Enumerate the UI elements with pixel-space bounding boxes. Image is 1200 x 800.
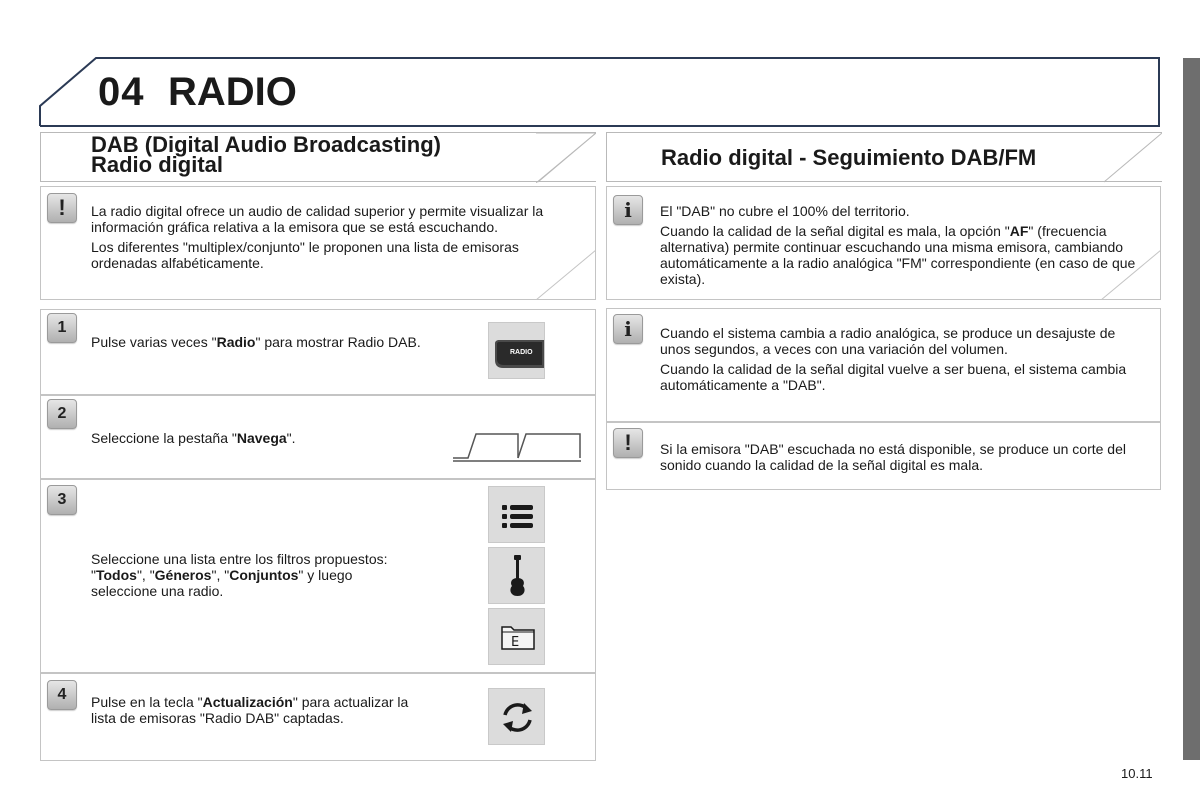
- step-4-text-bold: Actualización: [202, 694, 293, 710]
- left-warning-box: [40, 186, 596, 300]
- left-section-title-line2: Radio digital: [91, 152, 223, 177]
- box-corner-fold: [1101, 250, 1161, 300]
- step-2-text-pre: Seleccione la pestaña ": [91, 430, 237, 446]
- info-2-paragraph-1: Cuando el sistema cambia a radio analógica, se produce un desajuste de unos segundos, a veces con una variación del volumen.: [660, 325, 1116, 357]
- header-corner-cut: [536, 133, 596, 183]
- tab-icon[interactable]: [452, 430, 582, 464]
- info-2-paragraph-2: Cuando la calidad de la señal digital vuelve a ser buena, el sistema cambia automáticamente a "DAB".: [660, 361, 1127, 393]
- info-badge: i: [613, 314, 643, 344]
- step-3-sep-1: ", ": [136, 567, 155, 583]
- refresh-icon: [489, 689, 546, 746]
- warning-text: [91, 203, 561, 275]
- header-corner-cut: [1102, 133, 1162, 183]
- ensemble-filter-tile[interactable]: [488, 608, 545, 665]
- right-section-title: Radio digital - Seguimiento DAB/FM: [661, 145, 1037, 170]
- step-1-text: [91, 334, 441, 350]
- step-2-text-post: ".: [286, 430, 296, 446]
- page-number: 10.11: [1121, 766, 1153, 781]
- step-1-text-bold: Radio: [216, 334, 256, 350]
- step-3-sep-3: " y luego: [298, 567, 353, 583]
- step-3-line-3: seleccione una radio.: [91, 583, 224, 599]
- info-text-2: [660, 325, 1140, 397]
- right-warning-box: [606, 422, 1161, 490]
- step-1-text-pre: Pulse varias veces ": [91, 334, 217, 350]
- warning-badge: !: [47, 193, 77, 223]
- step-4-text-post: " para actualizar la lista de emisoras "Radio DAB" captadas.: [91, 694, 409, 726]
- left-section-header: [40, 132, 596, 182]
- info-1-paragraph-2: [660, 223, 1140, 287]
- info-badge: i: [613, 195, 643, 225]
- filter-conjuntos: Conjuntos: [229, 567, 299, 583]
- step-2-text-bold: Navega: [236, 430, 287, 446]
- warning-paragraph-1: La radio digital ofrece un audio de calidad superior y permite visualizar la información gráfica relativa a la emisora que se está escuchando.: [91, 203, 544, 235]
- step-2-text: [91, 430, 441, 446]
- genre-filter-tile[interactable]: [488, 547, 545, 604]
- radio-button-tile[interactable]: [488, 322, 545, 379]
- step-2-box: [40, 395, 596, 479]
- step-1-text-post: " para mostrar Radio DAB.: [255, 334, 421, 350]
- info-1-paragraph-1: El "DAB" no cubre el 100% del territorio.: [660, 203, 910, 219]
- step-4-text: [91, 694, 421, 726]
- info-1-p2-post: " (frecuencia alternativa) permite continuar escuchando una misma emisora, cambiando automáticamente a la radio analógica "FM" correspondiente (en caso de que exista).: [660, 223, 1136, 287]
- chapter-number: 04: [98, 70, 145, 114]
- step-number-badge: 4: [47, 680, 77, 710]
- refresh-tile[interactable]: [488, 688, 545, 745]
- folder-letter: E: [511, 635, 520, 650]
- step-3-sep-2: ", ": [211, 567, 230, 583]
- right-info-box-2: [606, 308, 1161, 422]
- radio-button-label: RADIO: [510, 349, 533, 356]
- step-number-badge: 2: [47, 399, 77, 429]
- warning-badge: !: [613, 428, 643, 458]
- step-1-box: [40, 309, 596, 395]
- info-1-p2-pre: Cuando la calidad de la señal digital es mala, la opción ": [660, 223, 1010, 239]
- left-section-title-line1: DAB (Digital Audio Broadcasting): [91, 132, 441, 157]
- step-4-text-pre: Pulse en la tecla ": [91, 694, 203, 710]
- list-filter-tile[interactable]: [488, 486, 545, 543]
- step-3-line-1: Seleccione una lista entre los filtros propuestos:: [91, 551, 388, 567]
- step-3-box: [40, 479, 596, 673]
- right-section-header: [606, 132, 1162, 182]
- filter-generos: Géneros: [154, 567, 212, 583]
- box-corner-fold: [536, 250, 596, 300]
- folder-icon: [489, 609, 546, 666]
- right-warning-paragraph: Si la emisora "DAB" escuchada no está disponible, se produce un corte del sonido cuando la calidad de la señal digital es mala.: [660, 441, 1126, 473]
- step-4-box: [40, 673, 596, 761]
- side-tab-bar: [1183, 58, 1200, 760]
- step-number-badge: 1: [47, 313, 77, 343]
- list-icon: [489, 487, 546, 544]
- step-3-text: [91, 551, 451, 599]
- warning-paragraph-2: Los diferentes "multiplex/conjunto" le proponen una lista de emisoras ordenadas alfabéticamente.: [91, 239, 519, 271]
- warning-text-right: [660, 441, 1140, 477]
- right-info-box-1: [606, 186, 1161, 300]
- step-number-badge: 3: [47, 485, 77, 515]
- info-1-p2-bold: AF: [1009, 223, 1029, 239]
- step-3-line-2: [91, 567, 451, 583]
- info-text-1: [660, 203, 1140, 291]
- chapter-title: RADIO: [168, 70, 297, 114]
- guitar-icon: [489, 548, 546, 605]
- filter-todos: Todos: [95, 567, 137, 583]
- step-3-quote: ": [91, 567, 96, 583]
